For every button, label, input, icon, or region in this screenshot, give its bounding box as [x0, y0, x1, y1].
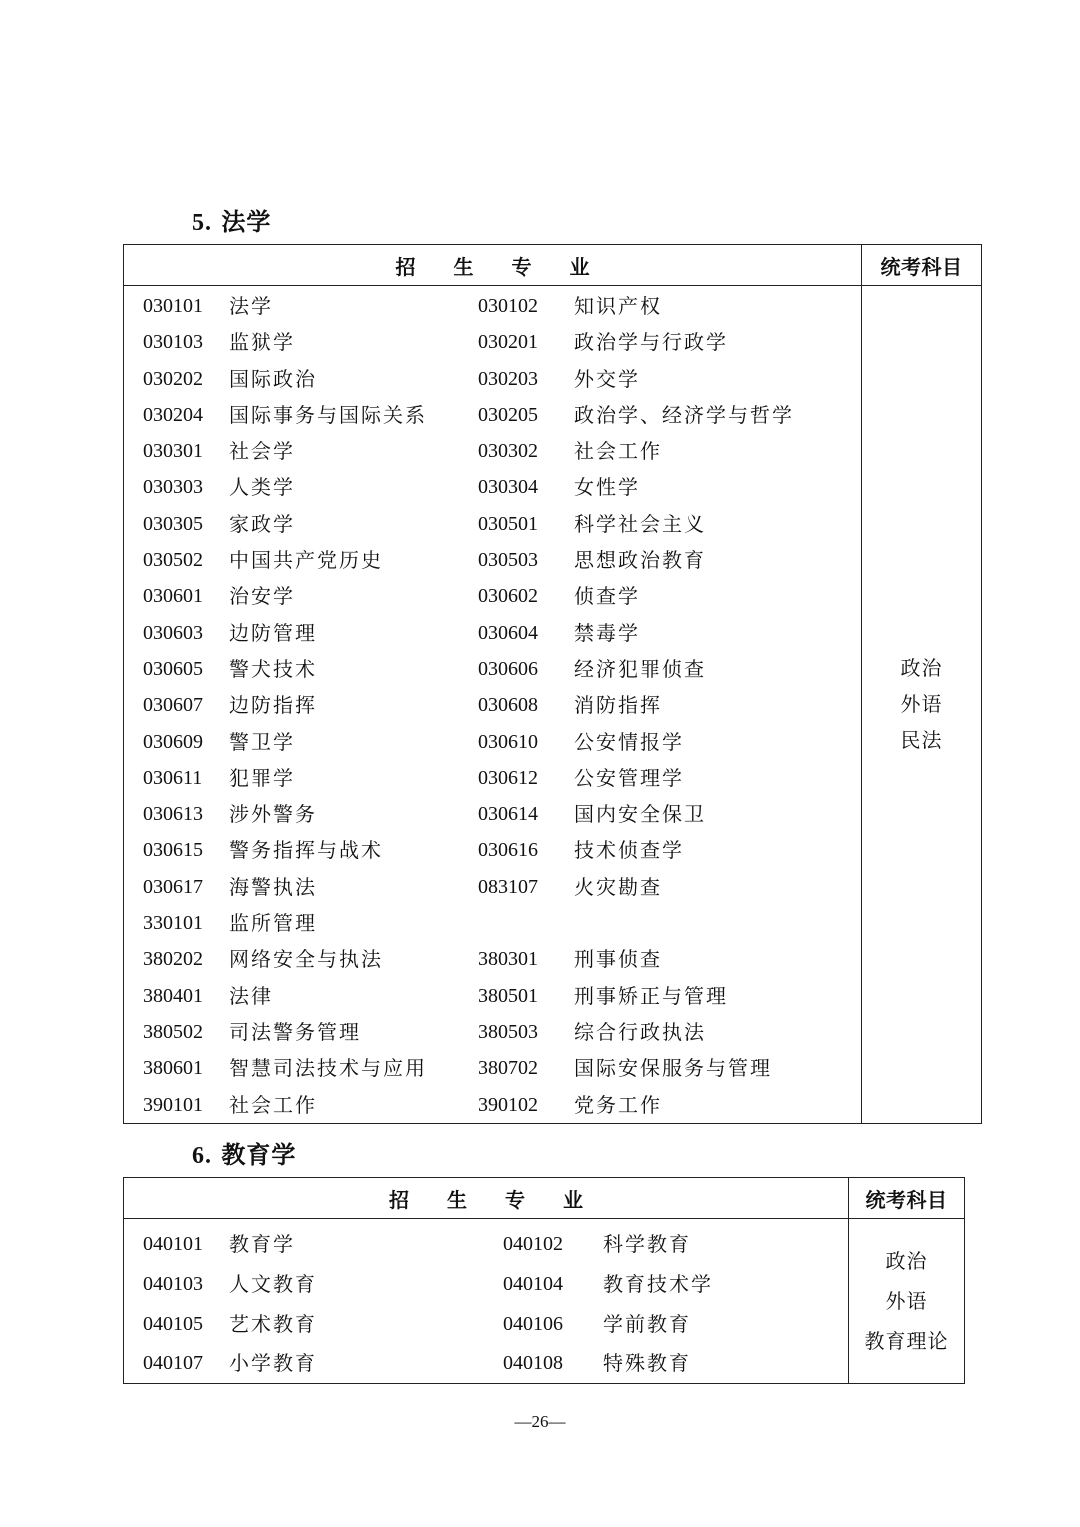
major-code: 030303 — [143, 476, 203, 499]
major-name: 中国共产党历史 — [229, 548, 383, 573]
major-name: 消防指挥 — [574, 693, 662, 718]
major-code: 030606 — [478, 657, 538, 680]
table-row — [124, 760, 861, 796]
major-code: 030616 — [478, 839, 538, 862]
table-row — [124, 1050, 861, 1086]
major-name: 艺术教育 — [229, 1311, 317, 1336]
major-code: 030203 — [478, 367, 538, 390]
table-row — [124, 1264, 848, 1304]
major-code: 030302 — [478, 440, 538, 463]
major-code: 030304 — [478, 476, 538, 499]
major-name: 学前教育 — [603, 1311, 691, 1336]
major-name: 边防管理 — [229, 620, 317, 645]
major-code: 030202 — [143, 367, 203, 390]
law-majors-table — [123, 244, 982, 1124]
major-name: 经济犯罪侦查 — [574, 656, 706, 681]
table-row — [124, 869, 861, 905]
table-row — [124, 469, 861, 505]
major-name: 人文教育 — [229, 1271, 317, 1296]
major-code: 030602 — [478, 585, 538, 608]
major-code: 380301 — [478, 948, 538, 971]
major-name: 社会学 — [229, 439, 295, 464]
major-name: 科学社会主义 — [574, 511, 706, 536]
page-number: —26— — [514, 1412, 566, 1431]
major-name: 海警执法 — [229, 874, 317, 899]
major-name: 外交学 — [574, 366, 640, 391]
major-name: 小学教育 — [229, 1351, 317, 1376]
major-code: 030617 — [143, 875, 203, 898]
major-code: 030613 — [143, 803, 203, 826]
major-name: 家政学 — [229, 511, 295, 536]
table-row — [124, 796, 861, 832]
major-code: 030101 — [143, 295, 203, 317]
major-code: 380601 — [143, 1057, 203, 1080]
exam-subject: 教育理论 — [864, 1329, 949, 1354]
major-code: 030103 — [143, 331, 203, 354]
table-row — [124, 1224, 848, 1264]
major-code: 030603 — [143, 621, 203, 644]
major-code: 030614 — [478, 803, 538, 826]
major-code: 030204 — [143, 403, 203, 426]
subjects-list — [862, 286, 982, 1124]
major-name: 党务工作 — [574, 1092, 662, 1117]
major-code: 030607 — [143, 694, 203, 717]
major-code: 083107 — [478, 875, 538, 898]
major-name: 边防指挥 — [229, 693, 317, 718]
major-code: 030601 — [143, 585, 203, 608]
major-code: 380503 — [478, 1020, 538, 1043]
section-title: 法学 — [221, 208, 272, 236]
section-heading-education — [192, 1135, 296, 1170]
table-row — [124, 433, 861, 469]
major-code: 030305 — [143, 512, 203, 535]
major-code: 030604 — [478, 621, 538, 644]
major-name: 国际政治 — [229, 366, 317, 391]
major-code: 030201 — [478, 331, 538, 354]
exam-subject: 外语 — [900, 692, 943, 717]
major-code: 040106 — [503, 1312, 563, 1335]
major-name: 禁毒学 — [574, 620, 640, 645]
table-row — [124, 1304, 848, 1344]
major-code: 040104 — [503, 1272, 563, 1295]
header-majors: 招生专业 — [124, 245, 862, 286]
major-code: 380401 — [143, 984, 203, 1007]
major-name: 综合行政执法 — [574, 1019, 706, 1044]
major-name: 治安学 — [229, 584, 295, 609]
major-name: 法学 — [229, 294, 273, 318]
table-row — [124, 978, 861, 1014]
major-code: 040102 — [503, 1233, 563, 1255]
major-name: 思想政治教育 — [574, 548, 706, 573]
major-name: 女性学 — [574, 475, 640, 500]
section-number: 5. — [192, 210, 212, 236]
major-name: 特殊教育 — [603, 1351, 691, 1376]
table-row — [124, 578, 861, 614]
major-name: 公安情报学 — [574, 729, 684, 754]
major-name: 国际事务与国际关系 — [229, 402, 427, 427]
major-name: 警卫学 — [229, 729, 295, 754]
header-majors: 招生专业 — [124, 1178, 849, 1219]
major-name: 教育技术学 — [603, 1271, 713, 1296]
exam-subject: 外语 — [885, 1289, 928, 1314]
major-name: 监狱学 — [229, 330, 295, 355]
table-row — [124, 397, 861, 433]
table-header-row — [124, 245, 982, 286]
major-code: 030611 — [143, 766, 203, 789]
major-code: 030610 — [478, 730, 538, 753]
major-code: 380501 — [478, 984, 538, 1007]
table-row — [124, 941, 861, 977]
major-code: 030301 — [143, 440, 203, 463]
major-name: 社会工作 — [574, 439, 662, 464]
major-code: 390102 — [478, 1093, 538, 1116]
header-subjects: 统考科目 — [862, 245, 982, 286]
major-name: 国际安保服务与管理 — [574, 1056, 772, 1081]
majors-list — [124, 1219, 849, 1384]
major-code: 030615 — [143, 839, 203, 862]
major-name: 刑事矫正与管理 — [574, 983, 728, 1008]
major-code: 030102 — [478, 295, 538, 317]
major-name: 政治学与行政学 — [574, 330, 728, 355]
table-row — [124, 288, 861, 324]
major-name: 网络安全与执法 — [229, 947, 383, 972]
major-name: 技术侦查学 — [574, 838, 684, 863]
major-code: 030609 — [143, 730, 203, 753]
major-code: 390101 — [143, 1093, 203, 1116]
major-code: 030503 — [478, 549, 538, 572]
major-name: 涉外警务 — [229, 802, 317, 827]
table-row — [124, 724, 861, 760]
major-name: 智慧司法技术与应用 — [229, 1056, 427, 1081]
major-code: 380702 — [478, 1057, 538, 1080]
major-code: 040103 — [143, 1272, 203, 1295]
major-code: 330101 — [143, 912, 203, 935]
major-name: 法律 — [229, 983, 273, 1008]
section-title: 教育学 — [221, 1141, 297, 1169]
major-name: 科学教育 — [603, 1232, 691, 1256]
major-name: 火灾勘查 — [574, 874, 662, 899]
major-code: 030605 — [143, 657, 203, 680]
major-code: 380502 — [143, 1020, 203, 1043]
major-code: 030612 — [478, 766, 538, 789]
table-row — [124, 615, 861, 651]
major-code: 030205 — [478, 403, 538, 426]
major-code: 040101 — [143, 1233, 203, 1255]
table-row — [124, 324, 861, 360]
table-row — [124, 1343, 848, 1383]
exam-subject: 政治 — [885, 1249, 928, 1274]
major-name — [574, 905, 854, 941]
major-name: 政治学、经济学与哲学 — [574, 402, 794, 427]
table-row — [124, 361, 861, 397]
table-row — [124, 687, 861, 723]
major-code: 030502 — [143, 549, 203, 572]
exam-subject: 政治 — [900, 656, 943, 681]
table-row — [124, 651, 861, 687]
major-code: 040108 — [503, 1352, 563, 1375]
major-name: 社会工作 — [229, 1092, 317, 1117]
major-code: 040105 — [143, 1312, 203, 1335]
table-row — [124, 1014, 861, 1050]
major-name: 国内安全保卫 — [574, 802, 706, 827]
section-heading-law — [192, 202, 271, 237]
table-header-row — [124, 1178, 965, 1219]
major-name: 教育学 — [229, 1232, 295, 1256]
major-name: 侦查学 — [574, 584, 640, 609]
major-name: 知识产权 — [574, 294, 662, 318]
header-subjects: 统考科目 — [849, 1178, 965, 1219]
table-row — [124, 542, 861, 578]
major-code: 030608 — [478, 694, 538, 717]
section-number: 6. — [192, 1143, 212, 1169]
major-code: 030501 — [478, 512, 538, 535]
major-name: 公安管理学 — [574, 765, 684, 790]
major-name: 司法警务管理 — [229, 1019, 361, 1044]
major-name: 刑事侦查 — [574, 947, 662, 972]
subjects-list — [849, 1219, 965, 1384]
major-name: 人类学 — [229, 475, 295, 500]
major-code — [478, 905, 574, 941]
education-majors-table — [123, 1177, 965, 1384]
major-code: 380202 — [143, 948, 203, 971]
major-name: 犯罪学 — [229, 765, 295, 790]
major-name: 监所管理 — [229, 911, 317, 936]
table-row — [124, 905, 861, 941]
table-row — [124, 1087, 861, 1123]
exam-subject: 民法 — [900, 728, 943, 753]
table-row — [124, 832, 861, 868]
major-name: 警犬技术 — [229, 656, 317, 681]
majors-list — [124, 286, 862, 1124]
major-name: 警务指挥与战术 — [229, 838, 383, 863]
major-code: 040107 — [143, 1352, 203, 1375]
table-row — [124, 506, 861, 542]
